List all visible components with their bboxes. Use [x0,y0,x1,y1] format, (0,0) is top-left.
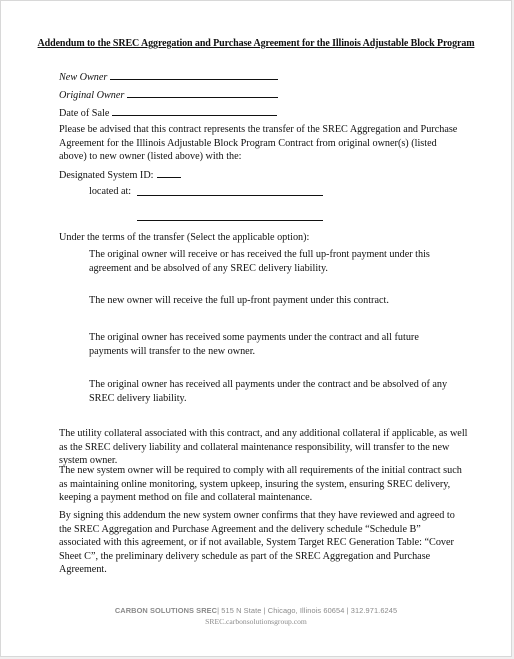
intro-paragraph: Please be advised that this contract represents the transfer of the SREC Aggregation and Purchase Agreement for the Illinois Adjustable Block Program Contract from original owner(s) (listed above) to new owner (listed above) with the: [59,124,458,163]
original-owner-field[interactable] [59,87,278,103]
terms-heading: Under the terms of the transfer (Select the applicable option): [59,232,310,243]
date-of-sale-field[interactable] [59,105,277,121]
date-of-sale-label: Date of Sale [59,108,110,119]
footer-address-text: | 515 N State | Chicago, Illinois 60654 | 312.971.6245 [217,606,398,615]
option-4[interactable]: The original owner has received all payments under the contract and be absolved of any SREC delivery liability. [89,379,448,404]
option-3[interactable]: The original owner has received some payments under the contract and all future payments will transfer to the new owner. [89,332,419,357]
collateral-paragraph: The utility collateral associated with this contract, and any additional collateral if applicable, as well as the SREC delivery liability and collateral maintenance responsibility, will transfer to the new system owner. [59,428,468,467]
original-owner-line[interactable] [127,87,278,98]
new-owner-line[interactable] [110,69,278,80]
new-owner-label: New Owner [59,72,108,83]
original-owner-label: Original Owner [59,90,125,101]
footer-website[interactable]: SREC.carbonsolutionsgroup.com [205,617,307,626]
system-id-field[interactable] [59,167,181,183]
location-line-1[interactable] [137,195,323,196]
new-owner-field[interactable] [59,69,278,85]
signing-paragraph: By signing this addendum the new system owner confirms that they have reviewed and agreed to the SREC Aggregation and Purchase Agreement and the delivery schedule “Schedule B” associated with this agreement, or if not available, System Target REC Generation Table: “Cover Sheet C”, the preliminary delivery schedule as part of the SREC Aggregation and Purchase Agreement. [59,510,455,576]
location-line-2[interactable] [137,220,323,221]
system-id-label: Designated System ID: [59,170,154,181]
option-1[interactable]: The original owner will receive or has received the full up-front payment under this agreement and be absolved of any SREC delivery liability. [89,249,430,274]
requirements-paragraph: The new system owner will be required to comply with all requirements of the initial contract such as maintaining online monitoring, system upkeep, insuring the system, ensuring SREC delivery, keeping a payment method on file and collateral maintenance. [59,465,462,504]
footer-company: CARBON SOLUTIONS SREC [114,606,218,615]
located-at-label: located at: [89,186,132,197]
date-of-sale-line[interactable] [112,105,277,116]
option-2[interactable]: The new owner will receive the full up-front payment under this contract. [89,295,389,306]
document-title: Addendum to the SREC Aggregation and Purchase Agreement for the Illinois Adjustable Block Program [37,38,475,49]
system-id-line[interactable] [157,167,181,178]
